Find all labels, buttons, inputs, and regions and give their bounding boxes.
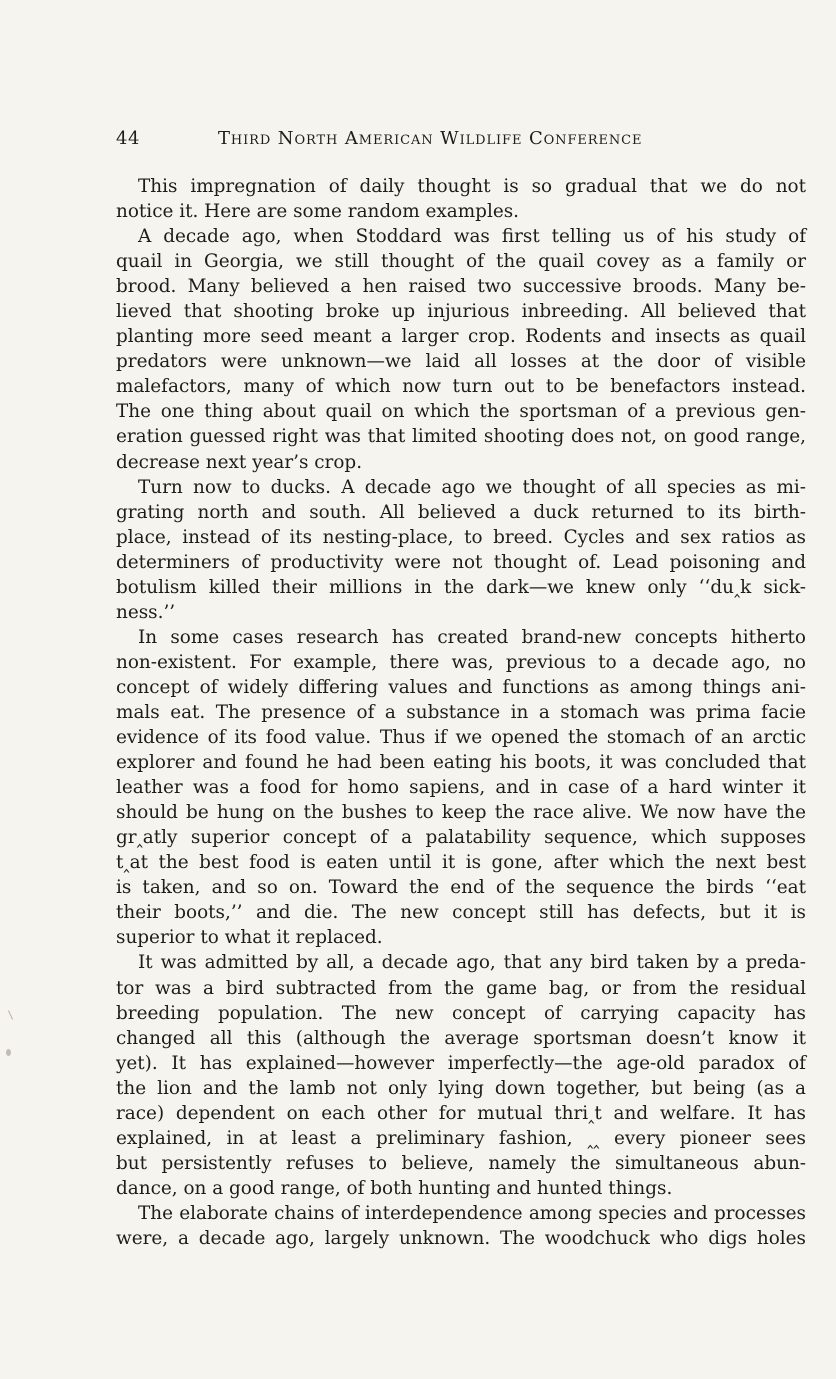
text-line: Turn now to ducks. A decade ago we thought of all species as mi- (138, 476, 806, 498)
paragraph (116, 625, 806, 951)
text-line: tor was a bird subtracted from the game bag, or from the residual (116, 977, 806, 999)
text-line: superior to what it replaced. (116, 927, 383, 949)
text-line: brood. Many believed a hen raised two successive broods. Many be- (116, 276, 806, 298)
text-line: eration guessed right was that limited shooting does not, on good range, (116, 426, 806, 448)
text-line: yet). It has explained—however imperfectly—the age-old paradox of (116, 1052, 806, 1074)
text-line: malefactors, many of which now turn out to be benefactors instead. (116, 376, 806, 398)
running-head-title: Third North American Wildlife Conference (218, 128, 643, 149)
text-line: the lion and the lamb not only lying down together, but being (as a (116, 1077, 806, 1099)
text-line: The elaborate chains of interdependence among species and processes (138, 1202, 806, 1224)
text-line: notice it. Here are some random examples. (116, 201, 519, 223)
text-line: should be hung on the bushes to keep the race alive. We now have the (116, 802, 806, 824)
scan-mark (8, 1010, 13, 1019)
text-line: It was admitted by all, a decade ago, that any bird taken by a preda- (138, 952, 806, 974)
text-line: non-existent. For example, there was, previous to a decade ago, no (116, 651, 806, 673)
text-line: evidence of its food value. Thus if we opened the stomach of an arctic (116, 727, 806, 749)
text-line: race) dependent on each other for mutual thri‸t and welfare. It has (116, 1102, 806, 1124)
paragraph (116, 174, 806, 224)
text-line: botulism killed their millions in the dark—we knew only ‘‘du‸k sick- (116, 576, 806, 598)
text-line: t‸at the best food is eaten until it is gone, after which the next best (116, 852, 806, 874)
scan-speck (6, 1049, 11, 1056)
text-line: This impregnation of daily thought is so gradual that we do not (138, 176, 806, 197)
text-line: In some cases research has created brand-new concepts hitherto (138, 626, 806, 648)
text-line: their boots,’’ and die. The new concept still has defects, but it is (116, 902, 806, 924)
text-line: determiners of productivity were not thought of. Lead poisoning and (116, 551, 806, 573)
text-line: planting more seed meant a larger crop. Rodents and insects as quail (116, 326, 806, 348)
text-line: explained, in at least a preliminary fashion, ‸‸ every pioneer sees (116, 1127, 806, 1149)
page-number: 44 (116, 128, 140, 149)
text-line: ness.’’ (116, 601, 176, 623)
text-line: concept of widely differing values and functions as among things ani- (116, 676, 806, 698)
paragraph (116, 224, 806, 474)
paragraph (116, 950, 806, 1200)
text-line: explorer and found he had been eating his boots, it was concluded that (116, 752, 806, 774)
text-line: quail in Georgia, we still thought of the quail covey as a family or (116, 251, 806, 273)
text-line: dance, on a good range, of both hunting and hunted things. (116, 1177, 673, 1199)
text-line: changed all this (although the average sportsman doesn’t know it (116, 1027, 806, 1049)
body-text (116, 174, 806, 1251)
text-line: leather was a food for homo sapiens, and in case of a hard winter it (116, 777, 806, 799)
text-line: A decade ago, when Stoddard was first telling us of his study of (138, 226, 806, 248)
paragraph (116, 1201, 806, 1251)
text-line: predators were unknown—we laid all losses at the door of visible (116, 351, 806, 373)
text-line: lieved that shooting broke up injurious inbreeding. All believed that (116, 301, 806, 323)
text-line: decrease next year’s crop. (116, 451, 363, 473)
text-line: place, instead of its nesting-place, to breed. Cycles and sex ratios as (116, 526, 806, 548)
text-line: is taken, and so on. Toward the end of the sequence the birds ‘‘eat (116, 877, 806, 899)
text-line: grating north and south. All believed a duck returned to its birth- (116, 501, 806, 523)
text-line: mals eat. The presence of a substance in a stomach was prima facie (116, 701, 806, 723)
text-line: were, a decade ago, largely unknown. The woodchuck who digs holes (116, 1227, 806, 1249)
running-head (116, 126, 806, 152)
paragraph (116, 475, 806, 625)
text-line: gr‸atly superior concept of a palatability sequence, which supposes (116, 827, 806, 849)
text-line: The one thing about quail on which the sportsman of a previous gen- (116, 401, 806, 423)
text-line: breeding population. The new concept of carrying capacity has (116, 1002, 806, 1024)
text-line: but persistently refuses to believe, namely the simultaneous abun- (116, 1152, 806, 1174)
